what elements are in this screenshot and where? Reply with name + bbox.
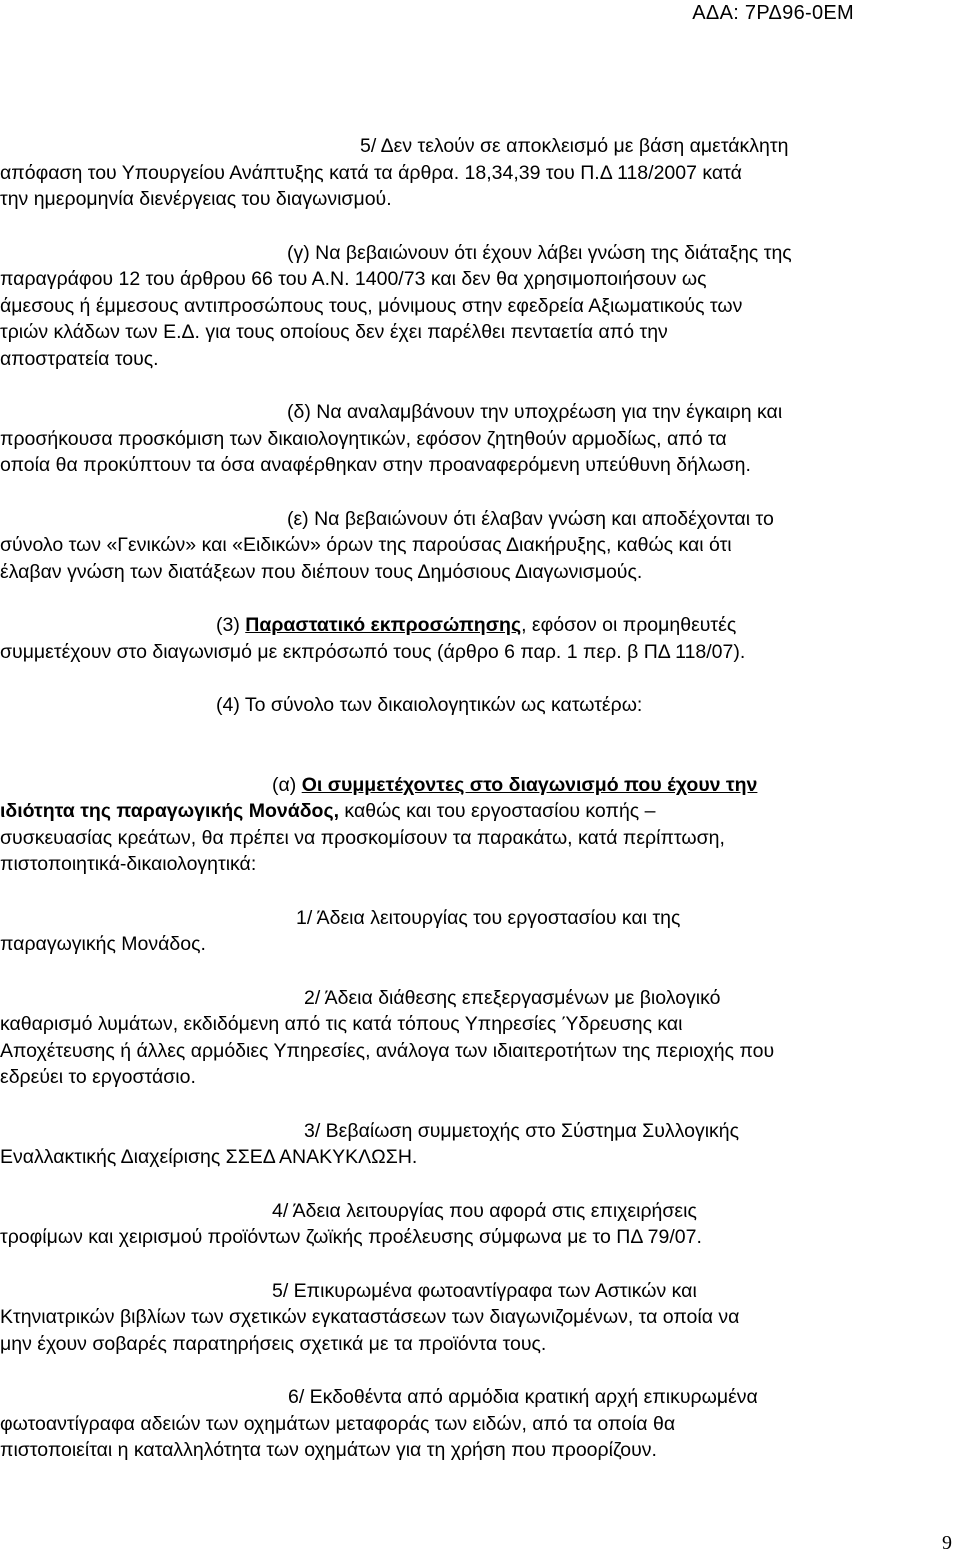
text-line [0, 612, 952, 639]
text-line: 4/ Άδεια λειτουργίας που αφορά στις επιχειρήσεις [272, 1199, 697, 1222]
item-3 [0, 1118, 952, 1171]
text-line: Κτηνιατρικών βιβλίων των σχετικών εγκαταστάσεων των διαγωνιζομένων, τα οποία να [0, 1306, 740, 1328]
text-line: οποία θα προκύπτουν τα όσα αναφέρθηκαν στην προαναφερόμενη υπεύθυνη δήλωση. [0, 454, 751, 476]
document-body [0, 133, 952, 1464]
item-5 [0, 1278, 952, 1358]
text-line: άμεσους ή έμμεσους αντιπροσώπους τους, μόνιμους στην εφεδρεία Αξιωματικούς των [0, 294, 743, 317]
text-line: 6/ Εκδοθέντα από αρμόδια κρατική αρχή επικυρωμένα [288, 1386, 758, 1408]
item-2 [0, 985, 952, 1091]
paragraph-g [0, 240, 952, 373]
text-line: μην έχουν σοβαρές παρατηρήσεις σχετικά με τα προϊόντα τους. [0, 1332, 547, 1355]
paragraph-3 [0, 612, 952, 665]
paragraph-a [0, 772, 952, 878]
section-title: Παραστατικό εκπροσώπησης [245, 614, 522, 636]
text-span: , εφόσον οι προμηθευτές [521, 614, 737, 636]
bold-heading: Οι συμμετέχοντες στο διαγωνισμό που έχουν την [301, 773, 758, 796]
ada-code: ΑΔΑ: 7ΡΔ96-0ΕΜ [692, 2, 854, 24]
item-4 [0, 1198, 952, 1251]
paragraph-5 [0, 133, 952, 213]
text-line: την ημερομηνία διενέργειας του διαγωνισμού. [0, 188, 392, 210]
text-line: συσκευασίας κρεάτων, θα πρέπει να προσκομίσουν τα παρακάτω, κατά περίπτωση, [0, 826, 725, 849]
text-line: απόφαση του Υπουργείου Ανάπτυξης κατά τα άρθρα. 18,34,39 του Π.Δ 118/2007 κατά [0, 161, 742, 184]
text-line: παραγράφου 12 του άρθρου 66 του Α.Ν. 1400/73 και δεν θα χρησιμοποιήσουν ως [0, 268, 707, 290]
paragraph-e [0, 506, 952, 586]
text-line: αποστρατεία τους. [0, 347, 159, 370]
text-line: εδρεύει το εργοστάσιο. [0, 1066, 196, 1088]
text-line: τροφίμων και χειρισμού προϊόντων ζωϊκής προέλευσης σύμφωνα με το ΠΔ 79/07. [0, 1226, 702, 1248]
text-line: 5/ Δεν τελούν σε αποκλεισμό με βάση αμετάκλητη [360, 135, 789, 157]
paragraph-d [0, 399, 952, 479]
bold-text: ιδιότητα της παραγωγικής Μονάδος, [0, 800, 340, 822]
text-line: συμμετέχουν στο διαγωνισμό με εκπρόσωπό τους (άρθρο 6 παρ. 1 περ. β ΠΔ 118/07). [0, 640, 746, 663]
text-line: Εναλλακτικής Διαχείρισης ΣΣΕΔ ΑΝΑΚΥΚΛΩΣΗ. [0, 1146, 418, 1168]
text-line: έλαβαν γνώση των διατάξεων που διέπουν τους Δημόσιους Διαγωνισμούς. [0, 560, 643, 583]
item-number: (α) [272, 773, 297, 796]
text-line: καθαρισμό λυμάτων, εκδιδόμενη από τις κατά τόπους Υπηρεσίες Ύδρευσης και [0, 1013, 683, 1035]
text-line: τριών κλάδων των Ε.Δ. για τους οποίους δεν έχει παρέλθει πενταετία από την [0, 321, 668, 343]
text-line [0, 798, 952, 825]
text-line: πιστοποιείται η καταλληλότητα των οχημάτων για τη χρήση που προορίζουν. [0, 1439, 657, 1461]
text-line: προσήκουσα προσκόμιση των δικαιολογητικών, εφόσον ζητηθούν αρμοδίως, από τα [0, 427, 727, 450]
item-1 [0, 905, 952, 958]
page-number: 9 [942, 1532, 952, 1554]
text-line: (ε) Να βεβαιώνουν ότι έλαβαν γνώση και αποδέχονται το [287, 507, 774, 530]
text-line [0, 772, 952, 799]
text-line: πιστοποιητικά-δικαιολογητικά: [0, 853, 257, 875]
text-line: (γ) Να βεβαιώνουν ότι έχουν λάβει γνώση της διάταξης της [287, 241, 792, 264]
text-line: 2/ Άδεια διάθεσης επεξεργασμένων με βιολογικό [304, 986, 721, 1009]
text-line: παραγωγικής Μονάδος. [0, 933, 206, 955]
text-line: σύνολο των «Γενικών» και «Ειδικών» όρων της παρούσας Διακήρυξης, καθώς και ότι [0, 534, 732, 556]
text-line: φωτοαντίγραφα αδειών των οχημάτων μεταφοράς των ειδών, από τα οποία θα [0, 1412, 676, 1435]
text-line: 5/ Επικυρωμένα φωτοαντίγραφα των Αστικών και [272, 1279, 697, 1302]
text-line: 1/ Άδεια λειτουργίας του εργοστασίου και της [296, 906, 681, 929]
text-line: 3/ Βεβαίωση συμμετοχής στο Σύστημα Συλλογικής [304, 1119, 740, 1142]
item-number: (3) [216, 614, 240, 636]
text-line: (δ) Να αναλαμβάνουν την υποχρέωση για την έγκαιρη και [287, 401, 783, 423]
text-span: καθώς και του εργοστασίου κοπής – [339, 800, 656, 822]
paragraph-4: (4) Το σύνολο των δικαιολογητικών ως κατωτέρω: [216, 694, 643, 716]
item-6 [0, 1384, 952, 1464]
text-line: Αποχέτευσης ή άλλες αρμόδιες Υπηρεσίες, ανάλογα των ιδιαιτεροτήτων της περιοχής που [0, 1039, 775, 1062]
